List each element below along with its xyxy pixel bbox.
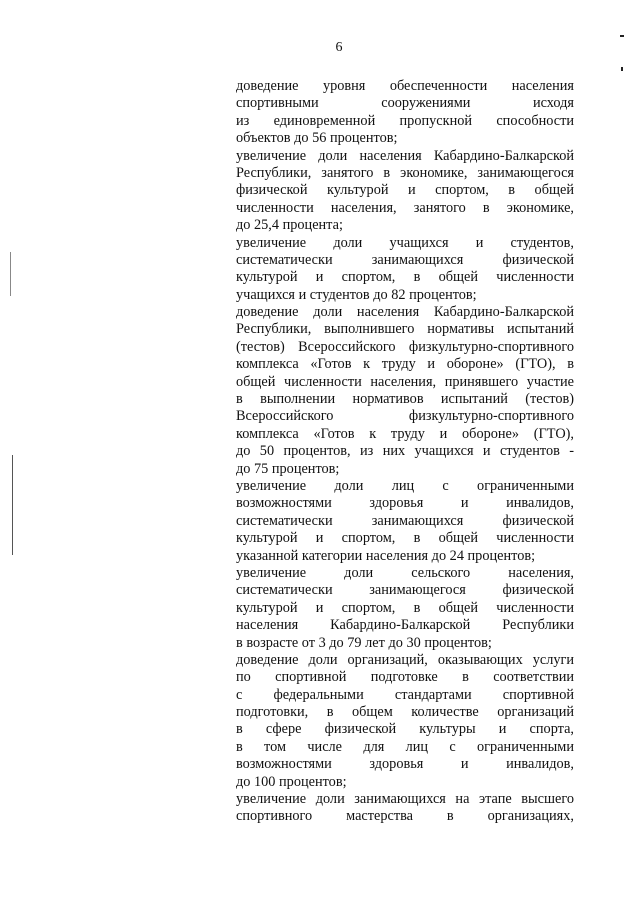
text-line: Республики, выполнившего нормативы испытаний — [236, 321, 574, 338]
text-line: возможностями здоровья и инвалидов, — [236, 756, 574, 773]
text-line: в том числе для лиц с ограниченными — [236, 738, 574, 755]
text-line: подготовки, в общем количестве организаций — [236, 704, 574, 721]
text-line: по спортивной подготовке в соответствии — [236, 669, 574, 686]
text-line: в выполнении нормативов испытаний (тестов) — [236, 391, 574, 408]
text-line: учащихся и студентов до 82 процентов; — [236, 286, 477, 303]
paragraph — [236, 478, 574, 565]
text-line: доведение доли населения Кабардино-Балкарской — [236, 304, 574, 321]
paragraph — [236, 235, 574, 305]
paragraph — [236, 791, 574, 826]
text-line: из единовременной пропускной способности — [236, 112, 574, 129]
text-line: численности населения, занятого в экономике, — [236, 199, 574, 216]
text-line: (тестов) Всероссийского физкультурно-спортивного — [236, 338, 574, 355]
text-line: объектов до 56 процентов; — [236, 130, 398, 147]
text-line: Республики, занятого в экономике, занимающегося — [236, 164, 574, 181]
text-line: культурой и спортом, в общей численности — [236, 530, 574, 547]
text-line: увеличение доли населения Кабардино-Балкарской — [236, 147, 574, 164]
text-line: с федеральными стандартами спортивной — [236, 686, 574, 703]
scan-mark — [621, 67, 623, 71]
text-line: культурой и спортом, в общей численности — [236, 599, 574, 616]
text-line: до 100 процентов; — [236, 773, 347, 790]
text-line: в возрасте от 3 до 79 лет до 30 процентов; — [236, 634, 492, 651]
text-line: систематически занимающихся физической — [236, 512, 574, 529]
scan-mark — [620, 35, 624, 37]
text-line: спортивного мастерства в организациях, — [236, 808, 574, 825]
paragraph — [236, 652, 574, 791]
text-line: населения Кабардино-Балкарской Республики — [236, 617, 574, 634]
text-line: увеличение доли сельского населения, — [236, 564, 574, 581]
text-line: доведение доли организаций, оказывающих услуги — [236, 651, 574, 668]
text-line: увеличение доли лиц с ограниченными — [236, 477, 574, 494]
document-body — [236, 78, 574, 826]
paragraph — [236, 565, 574, 652]
scan-mark — [12, 455, 13, 555]
text-line: систематически занимающихся физической — [236, 251, 574, 268]
text-line: комплекса «Готов к труду и обороне» (ГТО), — [236, 425, 574, 442]
text-line: возможностями здоровья и инвалидов, — [236, 495, 574, 512]
text-line: увеличение доли занимающихся на этапе высшего — [236, 791, 574, 808]
text-line: физической культурой и спортом, в общей — [236, 182, 574, 199]
text-line: доведение уровня обеспеченности населения — [236, 78, 574, 94]
text-line: культурой и спортом, в общей численности — [236, 269, 574, 286]
text-line: указанной категории населения до 24 процентов; — [236, 547, 536, 564]
text-line: комплекса «Готов к труду и обороне» (ГТО), в — [236, 356, 574, 373]
text-line: до 50 процентов, из них учащихся и студентов - — [236, 443, 574, 460]
text-line: общей численности населения, принявшего участие — [236, 373, 574, 390]
scan-mark — [10, 252, 11, 296]
text-line: систематически занимающегося физической — [236, 582, 574, 599]
text-line: увеличение доли учащихся и студентов, — [236, 234, 574, 251]
text-line: до 75 процентов; — [236, 460, 340, 477]
paragraph — [236, 148, 574, 235]
paragraph — [236, 304, 574, 478]
text-line: до 25,4 процента; — [236, 217, 343, 234]
text-line: спортивными сооружениями исходя — [236, 95, 574, 112]
paragraph — [236, 78, 574, 148]
page-number: 6 — [335, 40, 343, 55]
text-line: в сфере физической культуры и спорта, — [236, 721, 574, 738]
text-line: Всероссийского физкультурно-спортивного — [236, 408, 574, 425]
